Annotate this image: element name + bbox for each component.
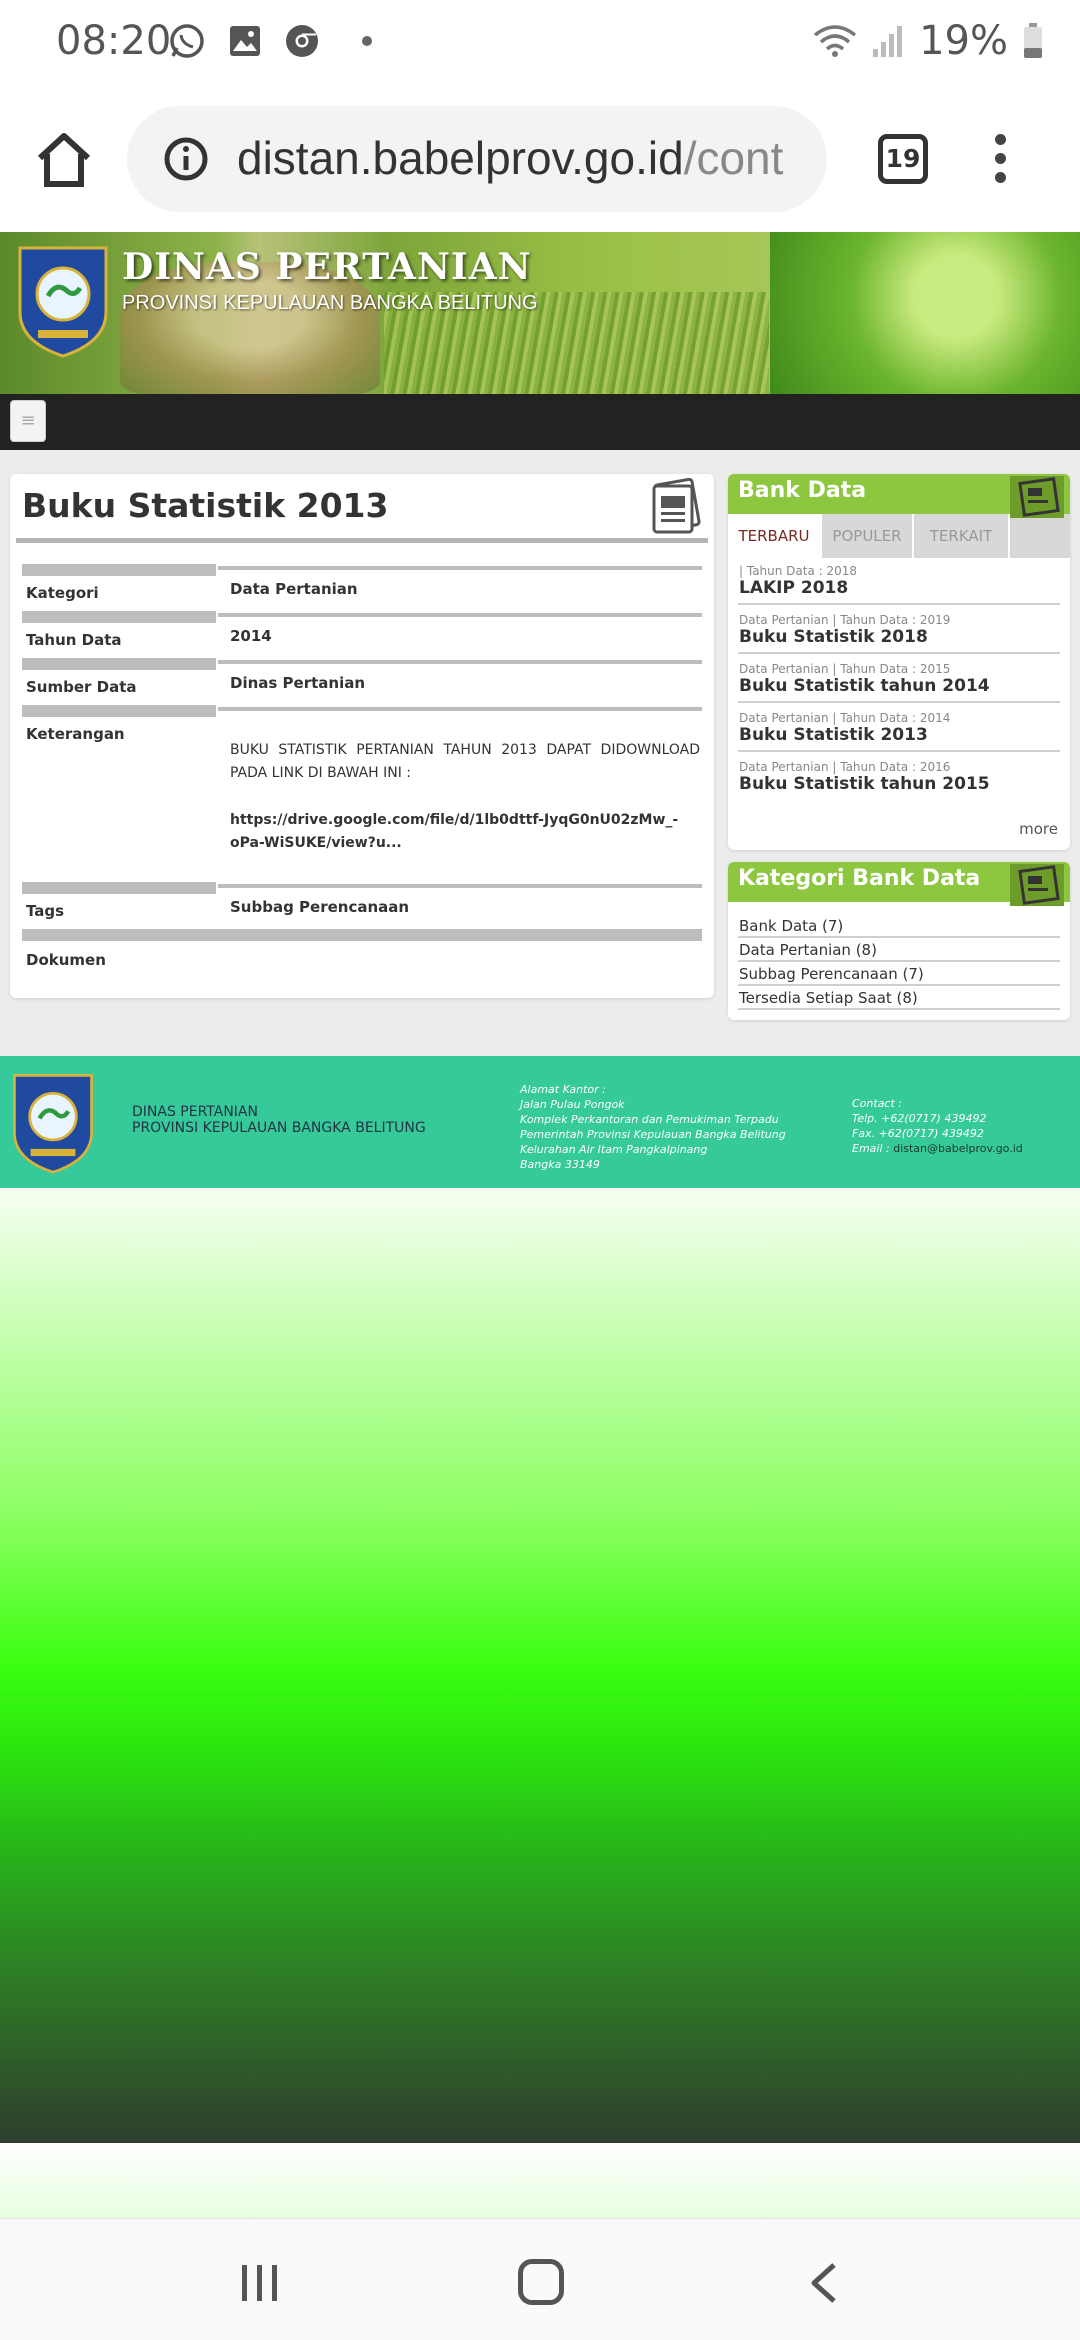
contact-title: Contact :: [852, 1097, 902, 1110]
dot-icon: [362, 36, 372, 46]
list-item[interactable]: [728, 558, 1070, 607]
tab-terkait[interactable]: TERKAIT: [914, 514, 1010, 558]
row-value: 2014: [230, 627, 272, 645]
tag-link[interactable]: Subbag Perencanaan: [230, 898, 410, 916]
list-item[interactable]: [728, 705, 1070, 754]
item-meta: Data Pertanian | Tahun Data : 2014: [739, 711, 951, 725]
address-line: Kelurahan Air Itam Pangkalpinang: [520, 1143, 708, 1156]
item-meta: Data Pertanian | Tahun Data : 2015: [739, 662, 951, 676]
footer-org-line: PROVINSI KEPULAUAN BANGKA BELITUNG: [132, 1120, 426, 1136]
bank-data-widget: [728, 474, 1070, 850]
address-line: Bangka 33149: [520, 1158, 600, 1171]
content-area: [0, 450, 1080, 1056]
province-logo-icon: [10, 1070, 96, 1174]
system-navigation-bar: [0, 2218, 1080, 2340]
row-label: Kategori: [26, 584, 99, 602]
banner-plant-image: [770, 232, 1080, 394]
item-title[interactable]: Buku Statistik 2013: [739, 725, 928, 745]
notification-icons: [168, 22, 372, 60]
page-title: Buku Statistik 2013: [22, 486, 389, 525]
home-nav-icon[interactable]: [518, 2259, 564, 2305]
wifi-icon: [813, 23, 857, 59]
status-bar: [0, 0, 1080, 86]
bank-data-tabs: [728, 514, 1070, 558]
more-link[interactable]: more: [1019, 820, 1058, 838]
battery-percent: 19%: [919, 18, 1008, 64]
category-link[interactable]: Subbag Perencanaan (7): [738, 962, 1060, 986]
home-icon[interactable]: [32, 128, 96, 192]
list-item[interactable]: [728, 656, 1070, 705]
image-icon: [228, 24, 262, 58]
item-meta: | Tahun Data : 2018: [739, 564, 858, 578]
address-line: Alamat Kantor :: [520, 1083, 606, 1096]
list-item[interactable]: [728, 754, 1070, 803]
detail-card: [10, 474, 714, 998]
url-path: /cont: [683, 132, 784, 184]
whatsapp-icon: [168, 22, 206, 60]
dokumen-divider: [22, 929, 702, 941]
footer-contact: [852, 1096, 1023, 1156]
document-icon: [648, 478, 704, 534]
row-label: Keterangan: [26, 725, 125, 743]
widget-title: Kategori Bank Data: [738, 866, 981, 891]
download-link[interactable]: https://drive.google.com/file/d/1lb0dttf-JyqG0nU02zMw_-oPa-WiSUKE/view?u...: [230, 812, 679, 851]
item-title[interactable]: Buku Statistik tahun 2014: [739, 676, 990, 696]
system-icons: [813, 18, 1044, 64]
back-icon[interactable]: [804, 2261, 844, 2305]
row-label: Tahun Data: [26, 631, 122, 649]
category-link[interactable]: Tersedia Setiap Saat (8): [738, 986, 1060, 1010]
battery-icon: [1022, 22, 1044, 60]
more-menu-icon[interactable]: [990, 134, 1010, 190]
kategori-widget: [728, 862, 1070, 1020]
list-item[interactable]: [728, 607, 1070, 656]
category-link[interactable]: Bank Data (7): [738, 914, 1060, 938]
footer-address: [520, 1082, 786, 1172]
address-line: Komplek Perkantoran dan Pemukiman Terpadu: [520, 1113, 779, 1126]
url-text[interactable]: [237, 131, 783, 185]
email-label: Email :: [852, 1142, 894, 1155]
item-meta: Data Pertanian | Tahun Data : 2016: [739, 760, 951, 774]
title-divider: [16, 538, 708, 543]
page-background-gradient: [0, 1188, 1080, 2143]
widget-header: [728, 862, 1070, 902]
item-title[interactable]: Buku Statistik 2018: [739, 627, 928, 647]
address-bar[interactable]: [127, 106, 827, 212]
item-title[interactable]: LAKIP 2018: [739, 578, 849, 598]
address-line: Pemerintah Provinsi Kepulauan Bangka Belitung: [520, 1128, 786, 1141]
row-label: Sumber Data: [26, 678, 137, 696]
nav-menu-toggle[interactable]: ≡: [10, 400, 46, 442]
newspaper-icon: [1010, 864, 1064, 906]
row-label: Tags: [26, 902, 65, 920]
browser-toolbar: [0, 86, 1080, 232]
info-icon[interactable]: [163, 136, 209, 182]
banner-title: DINAS PERTANIAN: [122, 246, 532, 288]
site-navbar: [0, 394, 1080, 450]
newspaper-icon: [1010, 476, 1064, 518]
site-footer: [0, 1056, 1080, 1188]
item-title[interactable]: Buku Statistik tahun 2015: [739, 774, 990, 794]
signal-icon: [871, 23, 905, 59]
category-link[interactable]: Data Pertanian (8): [738, 938, 1060, 962]
tab-switcher-button[interactable]: 19: [878, 134, 928, 184]
widget-title: Bank Data: [738, 478, 867, 503]
recent-apps-icon[interactable]: [240, 2263, 280, 2303]
item-meta: Data Pertanian | Tahun Data : 2019: [739, 613, 951, 627]
row-value: Dinas Pertanian: [230, 674, 366, 692]
chrome-icon: [284, 23, 320, 59]
row-value: Data Pertanian: [230, 580, 358, 598]
footer-org-line: DINAS PERTANIAN: [132, 1104, 258, 1120]
footer-org-name: [132, 1104, 426, 1136]
row-label: Dokumen: [26, 951, 106, 969]
province-logo-icon[interactable]: [16, 242, 110, 358]
widget-header: [728, 474, 1070, 514]
site-banner: [0, 232, 1080, 394]
contact-fax: Fax. +62(0717) 439492: [852, 1127, 984, 1140]
banner-subtitle: PROVINSI KEPULAUAN BANGKA BELITUNG: [122, 292, 538, 314]
tab-terbaru[interactable]: TERBARU: [728, 514, 822, 558]
status-time: 08:20: [56, 18, 172, 64]
page-background-tail: [0, 2143, 1080, 2218]
tab-populer[interactable]: POPULER: [822, 514, 914, 558]
contact-phone: Telp. +62(0717) 439492: [852, 1112, 987, 1125]
email-link[interactable]: distan@babelprov.go.id: [893, 1142, 1023, 1155]
address-line: Jalan Pulau Pongok: [520, 1098, 625, 1111]
url-host: distan.babelprov.go.id: [237, 132, 684, 184]
row-description: BUKU STATISTIK PERTANIAN TAHUN 2013 DAPAT DIDOWNLOAD PADA LINK DI BAWAH INI :: [230, 742, 700, 781]
